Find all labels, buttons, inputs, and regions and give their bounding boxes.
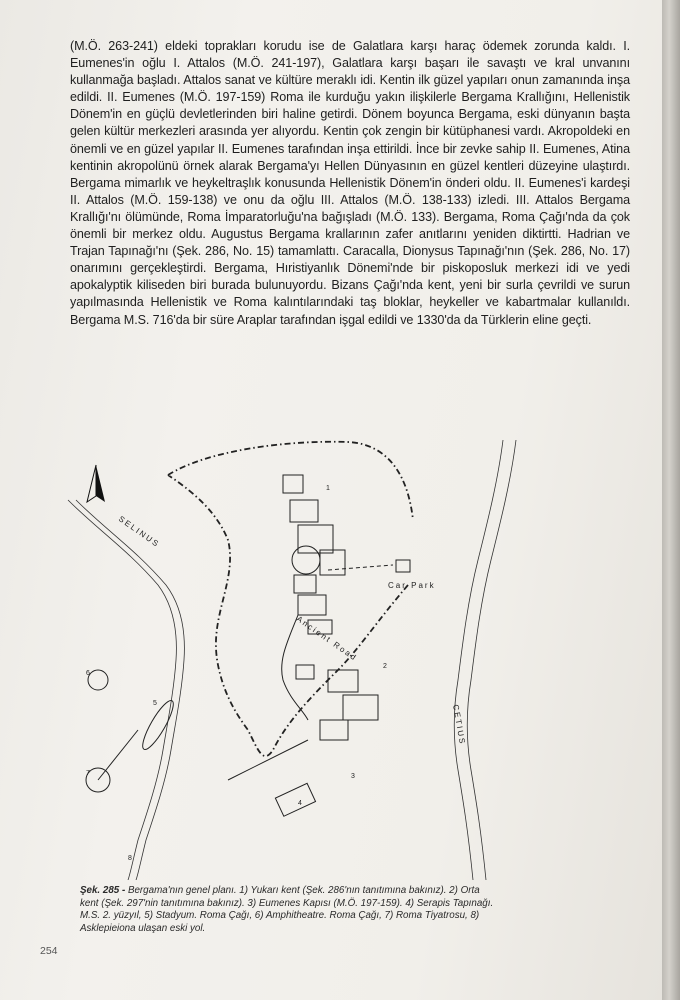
map-number-4: 4 [298, 800, 302, 807]
car-park-label: Car Park [388, 581, 436, 590]
cetius-river [454, 440, 516, 880]
figure-caption [80, 885, 500, 935]
map-number-2: 2 [383, 663, 387, 670]
map-number-8: 8 [128, 855, 132, 862]
middle-city-structures [296, 665, 378, 740]
caption-text: Bergama'nın genel planı. 1) Yukarı kent (Şek. 286'nın tanıtımına bakınız). 2) Orta kent (Şek. 297'nin tanıtımına bakınız). 3) Eumenes Kapısı (M.Ö. 197-159). 4) Serapis Tapınağı. M.S. 2. yüzyıl, 5) Stadyum. Roma Çağı, 6) Amphitheatre. Roma Çağı, 7) Roma Tiyatrosu, 8) Asklepieiona ulaşan eski yol. [80, 885, 494, 934]
city-plan-figure [58, 420, 638, 880]
caption-label: Şek. 285 - [80, 885, 126, 896]
selinus-label: SELINUS [116, 514, 162, 550]
map-number-5: 5 [153, 700, 157, 707]
map-number-6: 6 [86, 670, 90, 677]
map-number-3: 3 [351, 773, 355, 780]
selinus-river [68, 500, 184, 880]
page-number: 254 [40, 945, 58, 957]
cetius-label: CETIUS [451, 703, 468, 747]
ancient-road-label: Ancient Road [294, 614, 360, 663]
map-number-7: 7 [86, 770, 90, 777]
city-plan-map [58, 420, 638, 880]
north-arrow-icon [87, 465, 105, 502]
city-wall [168, 442, 413, 756]
body-paragraph: (M.Ö. 263-241) eldeki toprakları korudu ise de Galatlara karşı haraç ödemek zorunda kaldı. I. Eumenes'in oğlu I. Attalos (M.Ö. 241-197), Galatlara karşı başarı ile savaştı ve kral unvanını kullanmağa başladı. Attalos sanat ve kültüre meraklı idi. Kentin ilk güzel yapıları onun zamanında inşa edildi. II. Eumenes (M.Ö. 197-159) Roma ile kurduğu yakın ilişkilerle Bergama Krallığını, Hellenistik Dönem'in en güçlü devletlerinden biri haline getirdi. Dönem boyunca Bergama, eski dünyanın başta gelen kültür merkezleri arasında yer alıyordu. Kentin çok zengin bir kütüphanesi vardı. Akropoldeki en önemli ve en güzel yapılar II. Eumenes tarafından inşa ettirildi. İnce bir zevke sahip II. Eumenes, Atina kentinin akropolünü örnek alarak Bergama'yı Hellen Dünyasının en güzel kentleri düzeyine ulaştırdı. Bergama mimarlık ve heykeltraşlık konusunda Hellenistik Dönem'in önderi oldu. II. Eumenes'i kardeşi II. Attalos (M.Ö. 159-138) ve onu da oğlu III. Attalos (M.Ö. 138-133) izledi. III. Attalos Bergama Krallığı'nı ölümünde, Roma İmparatorluğu'na bağışladı (M.Ö. 133). Bergama, Roma Çağı'nda da çok önemli bir merkez oldu. Augustus Bergama krallarının zafer anıtlarını yeniden diktirtti. Hadrian ve Trajan Tapınağı'nı (Şek. 286, No. 15) tamamlattı. Caracalla, Dionysus Tapınağı'nın (Şek. 286, No. 17) onarımını gerçekleştirdi. Bergama, Hıristiyanlık Dönemi'nde bir piskoposluk merkezi idi ve yedi apokalyptik kiliseden biri burada bulunuyordu. Bizans Çağı'nda kent, yeni bir surla çevrildi ve surun yapılmasında Hellenistik ve Roma kalıntılarındaki taş bloklar, heykeller ve kabartmalar kullanıldı. Bergama M.S. 716'da bir süre Araplar tarafından işgal edildi ve 1330'da da Türklerin eline geçti. [70, 39, 630, 327]
map-number-1: 1 [326, 485, 330, 492]
lower-city-structures [86, 670, 316, 816]
upper-city-structures [283, 475, 410, 634]
page-edge [662, 0, 680, 1000]
